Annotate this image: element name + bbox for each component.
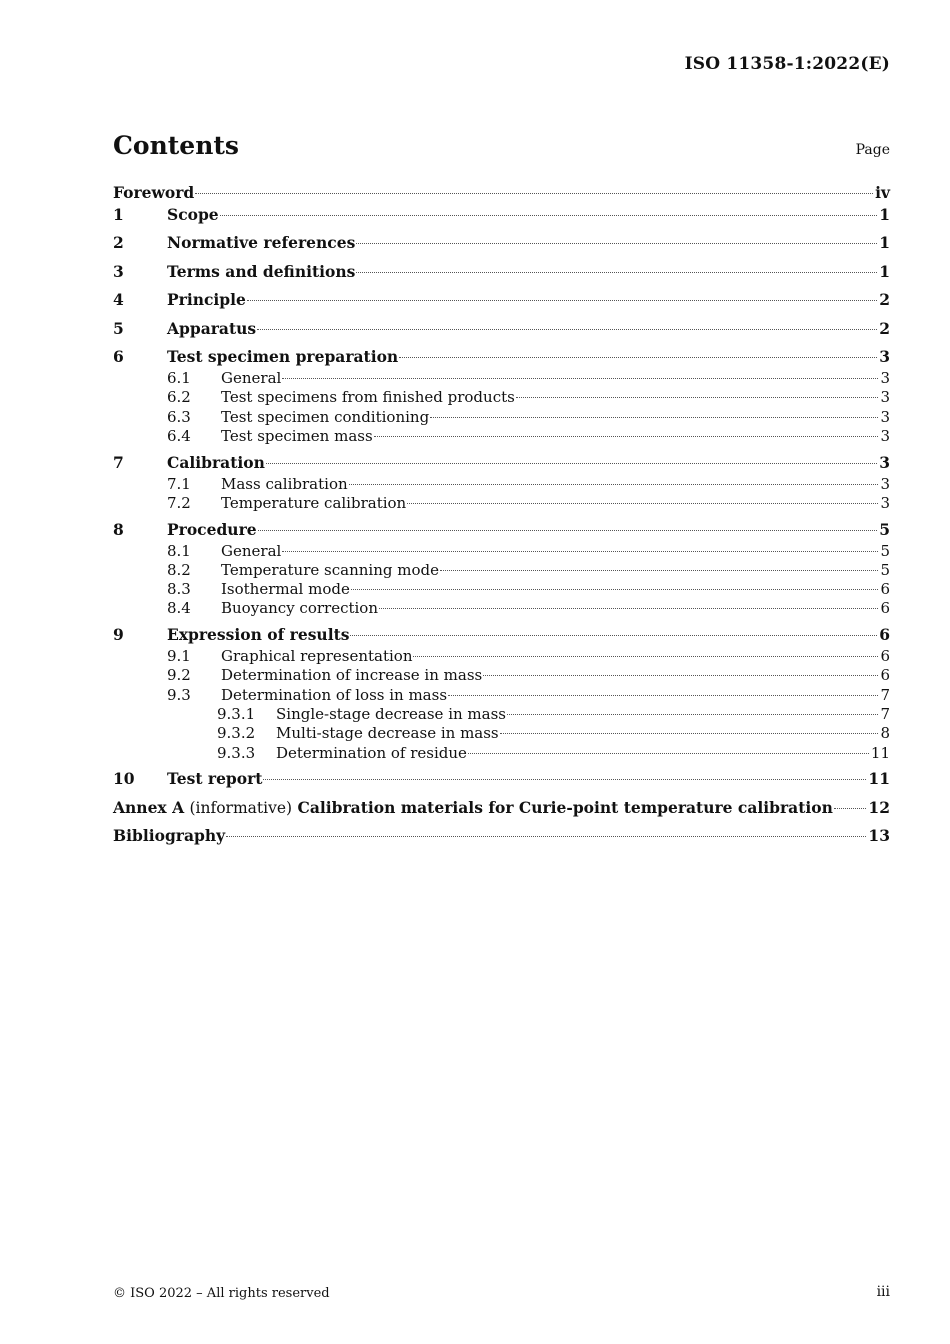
toc-entry-page: 7 bbox=[880, 704, 890, 723]
dot-leader bbox=[226, 836, 866, 837]
toc-entry-label: Foreword bbox=[113, 183, 195, 202]
toc-entry-label: Single-stage decrease in mass bbox=[276, 704, 506, 723]
dot-leader bbox=[407, 503, 878, 504]
dot-leader bbox=[468, 753, 869, 754]
toc-entry[interactable] bbox=[113, 625, 890, 647]
footer-copyright: © ISO 2022 – All rights reserved bbox=[113, 1286, 330, 1301]
toc-entry[interactable] bbox=[113, 666, 890, 685]
toc-entry-number: 9.3.3 bbox=[217, 743, 256, 762]
toc-entry-page: 13 bbox=[868, 826, 890, 846]
toc-entry[interactable] bbox=[113, 724, 890, 743]
toc-entry-annex-a[interactable] bbox=[113, 798, 890, 820]
toc-entry-number: 3 bbox=[113, 261, 124, 281]
toc-entry-page: 3 bbox=[880, 388, 890, 407]
toc-entry-page: 5 bbox=[879, 519, 890, 539]
toc-entry-number: 9 bbox=[113, 625, 124, 645]
dot-leader bbox=[247, 300, 877, 301]
toc-entry[interactable] bbox=[113, 705, 890, 724]
toc-entry-label: Mass calibration bbox=[221, 474, 348, 493]
toc-entry-page: 2 bbox=[879, 290, 890, 310]
toc-entry-number: 8.2 bbox=[167, 560, 191, 579]
dot-leader bbox=[399, 357, 877, 358]
toc-entry-page: 1 bbox=[879, 205, 890, 224]
toc-entry-label: Expression of results bbox=[167, 625, 350, 645]
toc-entry-page: 6 bbox=[879, 625, 890, 645]
toc-entry-label: Graphical representation bbox=[221, 647, 413, 666]
dot-leader bbox=[413, 656, 878, 657]
toc-entry-label bbox=[113, 798, 833, 817]
toc-entry-label: Buoyancy correction bbox=[221, 599, 379, 618]
toc-entry-label: Determination of residue bbox=[276, 743, 467, 762]
toc-entry[interactable] bbox=[113, 744, 890, 763]
toc-entry-label: Bibliography bbox=[113, 826, 226, 846]
toc-entry-page: 6 bbox=[880, 580, 890, 599]
page-column-label: Page bbox=[855, 142, 890, 158]
toc-entry-label: Calibration bbox=[167, 452, 265, 472]
toc-entry-label: Test report bbox=[167, 769, 263, 789]
toc-entry[interactable] bbox=[113, 520, 890, 542]
toc-entry-number: 9.3 bbox=[167, 685, 191, 704]
toc-entry-number: 7.1 bbox=[167, 474, 191, 493]
dot-leader bbox=[349, 484, 879, 485]
toc-entry-label: Test specimen mass bbox=[221, 426, 373, 445]
dot-leader bbox=[258, 530, 878, 531]
toc-entry-number: 6.1 bbox=[167, 368, 191, 387]
dot-leader bbox=[483, 675, 878, 676]
toc-entry-bibliography[interactable] bbox=[113, 826, 890, 848]
toc-entry[interactable] bbox=[113, 561, 890, 580]
annex-informative: (informative) bbox=[189, 798, 293, 817]
toc-entry-label: Test specimen conditioning bbox=[221, 407, 430, 426]
toc-entry-number: 8.1 bbox=[167, 541, 191, 560]
toc-entry-page: 5 bbox=[880, 541, 890, 560]
toc-entry[interactable] bbox=[113, 347, 890, 369]
toc-entry-page: 12 bbox=[868, 797, 890, 817]
footer-page-number: iii bbox=[876, 1284, 890, 1300]
toc-entry-label: Scope bbox=[167, 205, 219, 224]
toc-entry-page: 3 bbox=[879, 346, 890, 366]
dot-leader bbox=[220, 215, 878, 216]
toc-entry-page: 8 bbox=[880, 724, 890, 743]
toc-entry-page: 11 bbox=[870, 743, 890, 762]
dot-leader bbox=[834, 808, 867, 809]
toc-entry-number: 9.3.2 bbox=[217, 724, 256, 743]
dot-leader bbox=[379, 608, 878, 609]
toc-entry-label: Temperature scanning mode bbox=[221, 560, 439, 579]
toc-entry-page: 1 bbox=[879, 233, 890, 253]
toc-entry-page: 6 bbox=[880, 647, 890, 666]
toc-entry[interactable] bbox=[113, 427, 890, 446]
toc-entry-number: 8.3 bbox=[167, 580, 191, 599]
toc-entry-page: 3 bbox=[880, 407, 890, 426]
toc-entry-number: 2 bbox=[113, 233, 124, 253]
dot-leader bbox=[263, 779, 866, 780]
dot-leader bbox=[356, 272, 877, 273]
dot-leader bbox=[351, 589, 879, 590]
dot-leader bbox=[356, 243, 877, 244]
toc-entry[interactable] bbox=[113, 233, 890, 255]
toc-entry-label: Terms and definitions bbox=[167, 261, 356, 281]
toc-entry-number: 9.2 bbox=[167, 666, 191, 685]
toc-entry[interactable] bbox=[113, 542, 890, 561]
toc-entry-label: General bbox=[221, 541, 282, 560]
dot-leader bbox=[500, 733, 879, 734]
toc-entry[interactable] bbox=[113, 647, 890, 666]
toc-entry-number: 4 bbox=[113, 290, 124, 310]
toc-entry[interactable] bbox=[113, 205, 890, 227]
toc-entry[interactable] bbox=[113, 453, 890, 475]
toc-entry-label: Procedure bbox=[167, 519, 257, 539]
toc-entry-label: General bbox=[221, 368, 282, 387]
dot-leader bbox=[282, 551, 878, 552]
toc-entry-number: 9.3.1 bbox=[217, 704, 256, 723]
toc-entry-number: 6 bbox=[113, 346, 124, 366]
toc-entry-page: 7 bbox=[880, 685, 890, 704]
toc-entry[interactable] bbox=[113, 369, 890, 388]
toc-entry-label: Test specimens from finished products bbox=[221, 388, 515, 407]
toc-entry-number: 10 bbox=[113, 769, 135, 789]
toc-entry-page: 2 bbox=[879, 318, 890, 338]
toc-entry-page: iv bbox=[875, 183, 890, 202]
toc-entry-number: 1 bbox=[113, 205, 124, 224]
toc-entry[interactable] bbox=[113, 580, 890, 599]
annex-title: Calibration materials for Curie-point temperature calibration bbox=[297, 797, 833, 817]
toc-entry-number: 6.3 bbox=[167, 407, 191, 426]
dot-leader bbox=[257, 329, 877, 330]
toc-entry-number: 8.4 bbox=[167, 599, 191, 618]
dot-leader bbox=[350, 635, 877, 636]
dot-leader bbox=[507, 714, 878, 715]
toc-entry-page: 6 bbox=[880, 599, 890, 618]
page-title: Contents bbox=[113, 131, 240, 160]
dot-leader bbox=[448, 695, 878, 696]
toc-entry-label: Isothermal mode bbox=[221, 580, 350, 599]
toc-entry-page: 6 bbox=[880, 666, 890, 685]
toc-entry-label: Normative references bbox=[167, 233, 356, 253]
toc-entry[interactable] bbox=[113, 475, 890, 494]
toc-entry[interactable] bbox=[113, 686, 890, 705]
toc-entry-page: 11 bbox=[868, 769, 890, 789]
toc-entry-page: 1 bbox=[879, 261, 890, 281]
dot-leader bbox=[430, 417, 878, 418]
dot-leader bbox=[374, 436, 879, 437]
toc-entry[interactable] bbox=[113, 599, 890, 618]
toc-entry[interactable] bbox=[113, 388, 890, 407]
toc-entry-page: 3 bbox=[880, 493, 890, 512]
toc-entry[interactable] bbox=[113, 319, 890, 341]
toc-entry-number: 5 bbox=[113, 318, 124, 338]
toc-entry[interactable] bbox=[113, 408, 890, 427]
document-id: ISO 11358-1:2022(E) bbox=[684, 54, 890, 74]
toc-entry-page: 3 bbox=[879, 452, 890, 472]
toc-entry-number: 6.2 bbox=[167, 388, 191, 407]
toc-entry-number: 9.1 bbox=[167, 647, 191, 666]
toc-entry-number: 6.4 bbox=[167, 426, 191, 445]
dot-leader bbox=[440, 570, 878, 571]
annex-prefix: Annex A bbox=[113, 797, 185, 817]
toc-entries bbox=[113, 205, 890, 791]
toc-entry-page: 3 bbox=[880, 368, 890, 387]
toc-entry-number: 7 bbox=[113, 452, 124, 472]
toc-entry-label: Test specimen preparation bbox=[167, 346, 399, 366]
toc-entry-page: 3 bbox=[880, 426, 890, 445]
toc-entry[interactable] bbox=[113, 494, 890, 513]
toc-entry-label: Principle bbox=[167, 290, 246, 310]
dot-leader bbox=[195, 193, 873, 194]
toc-entry-label: Temperature calibration bbox=[221, 493, 407, 512]
toc-entry[interactable] bbox=[113, 290, 890, 312]
toc-entry[interactable] bbox=[113, 769, 890, 791]
toc-entry-foreword[interactable] bbox=[113, 183, 890, 205]
toc-entry-label: Multi-stage decrease in mass bbox=[276, 724, 499, 743]
toc-entry-label: Determination of increase in mass bbox=[221, 666, 483, 685]
toc-entry[interactable] bbox=[113, 262, 890, 284]
toc-entry-label: Determination of loss in mass bbox=[221, 685, 448, 704]
table-of-contents bbox=[113, 183, 890, 848]
dot-leader bbox=[516, 397, 879, 398]
dot-leader bbox=[282, 378, 878, 379]
toc-entry-label: Apparatus bbox=[167, 318, 257, 338]
toc-entry-page: 3 bbox=[880, 474, 890, 493]
toc-entry-number: 7.2 bbox=[167, 493, 191, 512]
toc-entry-page: 5 bbox=[880, 560, 890, 579]
toc-entry-number: 8 bbox=[113, 519, 124, 539]
dot-leader bbox=[266, 463, 877, 464]
